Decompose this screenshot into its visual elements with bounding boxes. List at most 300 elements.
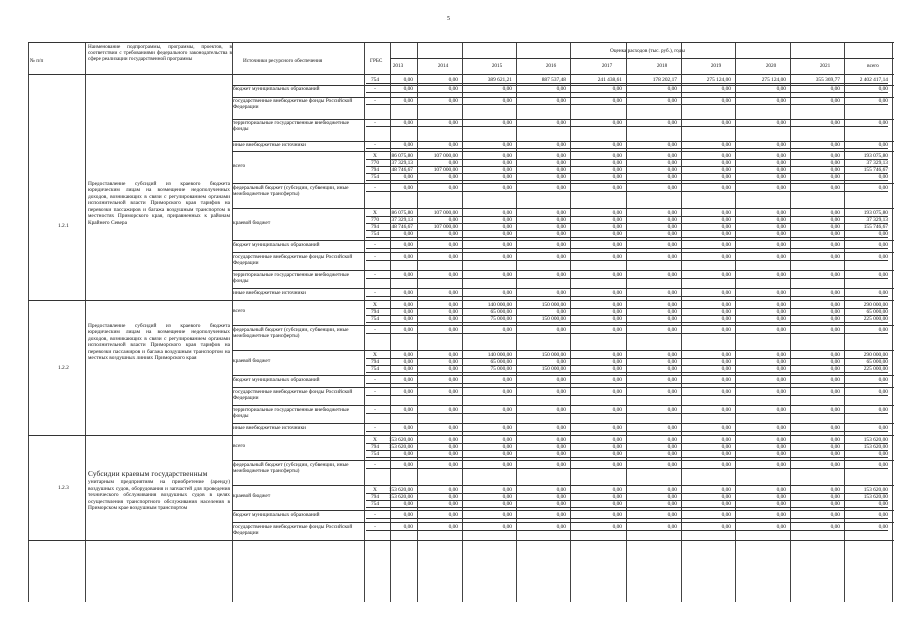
grbs-code: - <box>374 524 376 530</box>
value-cell: 0,00 <box>830 231 840 237</box>
value-cell: 0,00 <box>721 316 731 322</box>
value-cell: 0,00 <box>448 524 458 530</box>
grbs-code: - <box>374 389 376 395</box>
page-number: 5 <box>447 16 450 22</box>
value-cell: 0,00 <box>612 185 622 191</box>
value-cell: 0,00 <box>612 366 622 372</box>
grid-hline <box>232 460 894 461</box>
row-underline <box>366 148 888 149</box>
value-cell: 0,00 <box>612 210 622 216</box>
value-cell: 0,00 <box>776 224 786 230</box>
value-cell: 241 438,61 <box>597 77 622 83</box>
value-cell: 225 000,00 <box>863 366 888 372</box>
year-header: 2015 <box>491 63 503 69</box>
value-cell: 0,00 <box>776 444 786 450</box>
value-cell: 0,00 <box>721 217 731 223</box>
value-cell: 0,00 <box>721 389 731 395</box>
row-underline <box>366 322 888 323</box>
value-cell: 0,00 <box>721 407 731 413</box>
value-cell: 0,00 <box>612 309 622 315</box>
value-cell: 0,00 <box>878 524 888 530</box>
value-cell: 0,00 <box>776 302 786 308</box>
grid-hline <box>232 405 894 406</box>
value-cell: 65 000,00 <box>490 309 512 315</box>
grbs-code: - <box>374 327 376 333</box>
value-cell: 0,00 <box>502 120 512 126</box>
value-cell: 0,00 <box>448 389 458 395</box>
value-cell: 0,00 <box>556 174 566 180</box>
value-cell: 0,00 <box>721 425 731 431</box>
value-cell: 140 000,00 <box>487 352 512 358</box>
value-cell: 225 000,00 <box>863 316 888 322</box>
value-cell: 0,00 <box>556 98 566 104</box>
value-cell: 0,00 <box>878 407 888 413</box>
grbs-code: 770 <box>370 217 380 223</box>
value-cell: 0,00 <box>776 272 786 278</box>
value-cell: 0,00 <box>830 359 840 365</box>
value-cell: 0,00 <box>556 254 566 260</box>
value-cell: 0,00 <box>612 254 622 260</box>
value-cell: 0,00 <box>830 142 840 148</box>
row-underline <box>366 383 888 384</box>
value-cell: 0,00 <box>403 366 413 372</box>
value-cell: 0,00 <box>830 352 840 358</box>
row-underline <box>366 413 888 414</box>
value-cell: 0,00 <box>878 86 888 92</box>
value-cell: 0,00 <box>502 153 512 159</box>
value-cell: 0,00 <box>830 437 840 443</box>
value-cell: 0,00 <box>448 512 458 518</box>
value-cell: 0,00 <box>403 120 413 126</box>
value-cell: 290 000,00 <box>863 302 888 308</box>
value-cell: 0,00 <box>721 462 731 468</box>
grid-hline <box>232 350 894 351</box>
value-cell: 0,00 <box>448 451 458 457</box>
value-cell: 153 620,00 <box>863 487 888 493</box>
value-cell: 0,00 <box>502 185 512 191</box>
value-cell: 0,00 <box>556 142 566 148</box>
value-cell: 0,00 <box>830 462 840 468</box>
value-cell: 0,00 <box>830 407 840 413</box>
value-cell: 0,00 <box>448 77 458 83</box>
value-cell: 0,00 <box>403 501 413 507</box>
value-cell: 0,00 <box>556 462 566 468</box>
value-cell: 0,00 <box>830 501 840 507</box>
value-cell: 0,00 <box>556 217 566 223</box>
value-cell: 0,00 <box>403 407 413 413</box>
value-cell: 0,00 <box>776 494 786 500</box>
value-cell: 0,00 <box>667 302 677 308</box>
value-cell: 0,00 <box>556 327 566 333</box>
grid-vline <box>364 42 365 602</box>
row-underline <box>366 372 888 373</box>
value-cell: 0,00 <box>556 167 566 173</box>
value-cell: 0,00 <box>667 359 677 365</box>
grbs-code: X <box>373 437 377 443</box>
grid-hline <box>28 300 894 301</box>
source-label: территориальные государственные внебюджетные фонды <box>233 407 349 420</box>
grbs-code: - <box>374 98 376 104</box>
value-cell: 0,00 <box>776 290 786 296</box>
grid-hline <box>232 151 894 152</box>
value-cell: 0,00 <box>556 86 566 92</box>
value-cell: 0,00 <box>667 366 677 372</box>
value-cell: 153 620,00 <box>388 494 413 500</box>
value-cell: 153 620,00 <box>388 487 413 493</box>
row-underline <box>366 296 888 297</box>
value-cell: 0,00 <box>556 512 566 518</box>
value-cell: 0,00 <box>612 437 622 443</box>
value-cell: 0,00 <box>878 185 888 191</box>
value-cell: 0,00 <box>830 451 840 457</box>
value-cell: 0,00 <box>667 290 677 296</box>
value-cell: 0,00 <box>776 254 786 260</box>
grbs-code: - <box>374 242 376 248</box>
value-cell: 0,00 <box>502 327 512 333</box>
value-cell: 0,00 <box>721 494 731 500</box>
value-cell: 0,00 <box>448 120 458 126</box>
grid-hline <box>28 435 894 436</box>
value-cell: 0,00 <box>448 494 458 500</box>
grbs-code: 794 <box>370 309 380 315</box>
year-header: 2014 <box>437 63 449 69</box>
value-cell: 0,00 <box>448 254 458 260</box>
value-cell: 0,00 <box>667 524 677 530</box>
header-col-num: № п/п <box>30 58 44 64</box>
value-cell: 37 329,13 <box>391 160 413 166</box>
value-cell: 0,00 <box>667 231 677 237</box>
value-cell: 0,00 <box>830 217 840 223</box>
value-cell: 0,00 <box>556 437 566 443</box>
value-cell: 0,00 <box>502 389 512 395</box>
value-cell: 0,00 <box>721 512 731 518</box>
value-cell: 0,00 <box>878 174 888 180</box>
value-cell: 0,00 <box>776 389 786 395</box>
grbs-code: 754 <box>370 174 380 180</box>
value-cell: 0,00 <box>556 309 566 315</box>
source-label: государственные внебюджетные фонды Российской Федерации <box>233 389 353 402</box>
value-cell: 0,00 <box>502 407 512 413</box>
value-cell: 0,00 <box>403 524 413 530</box>
row-underline <box>366 507 888 508</box>
value-cell: 0,00 <box>776 352 786 358</box>
row-underline <box>366 278 888 279</box>
value-cell: 0,00 <box>448 444 458 450</box>
value-cell: 193 075,80 <box>863 210 888 216</box>
value-cell: 0,00 <box>721 185 731 191</box>
value-cell: 107 000,00 <box>433 167 458 173</box>
value-cell: 0,00 <box>556 389 566 395</box>
grbs-code: - <box>374 272 376 278</box>
value-cell: 0,00 <box>556 407 566 413</box>
grbs-code: - <box>374 142 376 148</box>
value-cell: 0,00 <box>830 512 840 518</box>
grbs-code: X <box>373 302 377 308</box>
value-cell: 0,00 <box>403 451 413 457</box>
value-cell: 0,00 <box>612 290 622 296</box>
value-cell: 0,00 <box>502 98 512 104</box>
value-cell: 389 621,21 <box>487 77 512 83</box>
row-underline <box>366 180 888 181</box>
value-cell: 75 000,00 <box>490 316 512 322</box>
value-cell: 0,00 <box>776 98 786 104</box>
value-cell: 0,00 <box>776 377 786 383</box>
value-cell: 0,00 <box>502 217 512 223</box>
header-col-source: Источники ресурсного обеспечения <box>243 58 323 64</box>
value-cell: 0,00 <box>667 512 677 518</box>
value-cell: 0,00 <box>878 377 888 383</box>
value-cell: 0,00 <box>612 327 622 333</box>
value-cell: 0,00 <box>776 407 786 413</box>
value-cell: 0,00 <box>667 487 677 493</box>
grbs-code: - <box>374 512 376 518</box>
value-cell: 155 746,67 <box>863 167 888 173</box>
value-cell: 0,00 <box>878 120 888 126</box>
value-cell: 0,00 <box>721 290 731 296</box>
value-cell: 0,00 <box>667 377 677 383</box>
year-header: 2016 <box>545 63 557 69</box>
value-cell: 0,00 <box>830 120 840 126</box>
source-label: федеральный бюджет (субсидии, субвенции, иные межбюджетные трансферты) <box>233 462 349 475</box>
value-cell: 0,00 <box>721 174 731 180</box>
row-underline <box>366 260 888 261</box>
value-cell: 0,00 <box>502 167 512 173</box>
grid-hline <box>232 522 894 523</box>
value-cell: 0,00 <box>403 359 413 365</box>
value-cell: 0,00 <box>448 316 458 322</box>
year-header: 2021 <box>819 63 831 69</box>
value-cell: 0,00 <box>667 153 677 159</box>
value-cell: 65 000,00 <box>490 359 512 365</box>
value-cell: 0,00 <box>612 98 622 104</box>
value-cell: 0,00 <box>448 487 458 493</box>
grid-hline <box>232 288 894 289</box>
grbs-code: 754 <box>370 451 380 457</box>
value-cell: 0,00 <box>502 451 512 457</box>
grbs-code: X <box>373 210 377 216</box>
value-cell: 0,00 <box>556 444 566 450</box>
value-cell: 0,00 <box>776 425 786 431</box>
grid-hline <box>232 208 894 209</box>
value-cell: 0,00 <box>403 377 413 383</box>
value-cell: 0,00 <box>448 231 458 237</box>
value-cell: 0,00 <box>612 512 622 518</box>
value-cell: 0,00 <box>830 160 840 166</box>
value-cell: 0,00 <box>612 231 622 237</box>
value-cell: 0,00 <box>830 185 840 191</box>
grbs-code: 754 <box>370 77 380 83</box>
value-cell: 0,00 <box>776 437 786 443</box>
value-cell: 887 537,48 <box>541 77 566 83</box>
value-cell: 0,00 <box>721 366 731 372</box>
value-cell: 0,00 <box>721 487 731 493</box>
row-underline <box>366 248 888 249</box>
grbs-code: 794 <box>370 167 380 173</box>
value-cell: 0,00 <box>667 120 677 126</box>
value-cell: 0,00 <box>403 309 413 315</box>
value-cell: 0,00 <box>448 327 458 333</box>
value-cell: 0,00 <box>403 185 413 191</box>
value-cell: 0,00 <box>667 494 677 500</box>
value-cell: 0,00 <box>721 501 731 507</box>
value-cell: 0,00 <box>502 224 512 230</box>
value-cell: 75 000,00 <box>490 366 512 372</box>
row-underline <box>366 237 888 238</box>
value-cell: 0,00 <box>612 272 622 278</box>
value-cell: 275 124,00 <box>706 77 731 83</box>
value-cell: 0,00 <box>878 242 888 248</box>
value-cell: 0,00 <box>556 153 566 159</box>
grbs-code: - <box>374 86 376 92</box>
grbs-code: - <box>374 407 376 413</box>
value-cell: 0,00 <box>830 524 840 530</box>
value-cell: 0,00 <box>612 242 622 248</box>
grbs-code: 794 <box>370 494 380 500</box>
value-cell: 0,00 <box>776 167 786 173</box>
value-cell: 0,00 <box>878 425 888 431</box>
grid-hline <box>232 270 894 271</box>
value-cell: 0,00 <box>830 86 840 92</box>
source-label: всего <box>233 443 246 449</box>
value-cell: 0,00 <box>502 242 512 248</box>
value-cell: 0,00 <box>667 142 677 148</box>
value-cell: 0,00 <box>878 389 888 395</box>
value-cell: 0,00 <box>721 167 731 173</box>
value-cell: 0,00 <box>556 224 566 230</box>
value-cell: 107 000,00 <box>433 153 458 159</box>
value-cell: 0,00 <box>502 160 512 166</box>
value-cell: 0,00 <box>403 174 413 180</box>
grid-hline <box>390 58 894 59</box>
value-cell: 0,00 <box>403 352 413 358</box>
value-cell: 0,00 <box>830 309 840 315</box>
value-cell: 0,00 <box>667 254 677 260</box>
grid-hline <box>232 325 894 326</box>
value-cell: 0,00 <box>502 437 512 443</box>
value-cell: 155 746,67 <box>863 224 888 230</box>
value-cell: 0,00 <box>502 462 512 468</box>
value-cell: 0,00 <box>612 389 622 395</box>
value-cell: 0,00 <box>667 451 677 457</box>
grid-vline <box>892 42 893 602</box>
grbs-code: X <box>373 153 377 159</box>
value-cell: 0,00 <box>448 290 458 296</box>
value-cell: 0,00 <box>721 120 731 126</box>
value-cell: 0,00 <box>556 242 566 248</box>
value-cell: 0,00 <box>667 210 677 216</box>
value-cell: 0,00 <box>612 217 622 223</box>
value-cell: 0,00 <box>667 174 677 180</box>
value-cell: 0,00 <box>612 86 622 92</box>
value-cell: 0,00 <box>878 254 888 260</box>
value-cell: 0,00 <box>448 462 458 468</box>
grid-hline <box>232 485 894 486</box>
grbs-code: 754 <box>370 366 380 372</box>
value-cell: 0,00 <box>776 153 786 159</box>
value-cell: 0,00 <box>448 377 458 383</box>
source-label: всего <box>233 308 246 314</box>
grbs-code: - <box>374 425 376 431</box>
value-cell: 0,00 <box>612 501 622 507</box>
value-cell: 0,00 <box>403 316 413 322</box>
value-cell: 0,00 <box>878 272 888 278</box>
value-cell: 0,00 <box>448 174 458 180</box>
year-header: 2017 <box>601 63 613 69</box>
value-cell: 0,00 <box>721 210 731 216</box>
value-cell: 0,00 <box>502 377 512 383</box>
source-label: федеральный бюджет (субсидии, субвенции, иные межбюджетные трансферты) <box>233 327 349 340</box>
item-name: Предоставление субсидий из краевого бюджета юридическим лицам на возмещение недополученных доходов, возникающих в связи с регулированием органами исполнительной власти Приморского края тарифов на перевозки пассажиров и багажа воздушным транспортом в местностях Приморского края, приравненных к районам Крайнего Севера <box>88 180 230 226</box>
value-cell: 0,00 <box>612 316 622 322</box>
value-cell: 0,00 <box>612 167 622 173</box>
value-cell: 0,00 <box>403 462 413 468</box>
value-cell: 0,00 <box>830 174 840 180</box>
value-cell: 150 000,00 <box>541 316 566 322</box>
value-cell: 0,00 <box>502 142 512 148</box>
value-cell: 0,00 <box>612 142 622 148</box>
grbs-code: 754 <box>370 231 380 237</box>
value-cell: 0,00 <box>830 366 840 372</box>
value-cell: 65 000,00 <box>866 359 888 365</box>
value-cell: 0,00 <box>776 309 786 315</box>
grbs-code: 794 <box>370 359 380 365</box>
source-label: иные внебюджетные источники <box>233 425 306 431</box>
grid-hline <box>28 540 894 541</box>
row-underline <box>366 104 888 105</box>
value-cell: 0,00 <box>776 462 786 468</box>
row-underline <box>366 83 888 84</box>
value-cell: 0,00 <box>667 272 677 278</box>
grbs-code: 794 <box>370 444 380 450</box>
value-cell: 193 075,80 <box>863 153 888 159</box>
value-cell: 0,00 <box>556 501 566 507</box>
value-cell: 0,00 <box>448 242 458 248</box>
value-cell: 0,00 <box>448 359 458 365</box>
value-cell: 0,00 <box>403 327 413 333</box>
value-cell: 0,00 <box>403 86 413 92</box>
value-cell: 0,00 <box>612 425 622 431</box>
value-cell: 0,00 <box>776 366 786 372</box>
value-cell: 0,00 <box>776 359 786 365</box>
value-cell: 0,00 <box>556 272 566 278</box>
value-cell: 355 369,77 <box>815 77 840 83</box>
value-cell: 0,00 <box>776 142 786 148</box>
value-cell: 153 620,00 <box>863 494 888 500</box>
value-cell: 0,00 <box>448 272 458 278</box>
value-cell: 153 620,00 <box>863 444 888 450</box>
grid-hline <box>232 387 894 388</box>
value-cell: 0,00 <box>776 512 786 518</box>
value-cell: 0,00 <box>667 462 677 468</box>
value-cell: 0,00 <box>502 487 512 493</box>
value-cell: 0,00 <box>403 77 413 83</box>
value-cell: 0,00 <box>721 142 731 148</box>
year-header: всего <box>867 63 879 69</box>
value-cell: 0,00 <box>403 231 413 237</box>
value-cell: 37 329,13 <box>866 217 888 223</box>
grbs-code: - <box>374 290 376 296</box>
value-cell: 0,00 <box>502 444 512 450</box>
grid-hline <box>232 252 894 253</box>
value-cell: 0,00 <box>448 407 458 413</box>
value-cell: 0,00 <box>667 309 677 315</box>
value-cell: 0,00 <box>776 316 786 322</box>
grbs-code: - <box>374 254 376 260</box>
value-cell: 0,00 <box>776 327 786 333</box>
grid-hline <box>232 375 894 376</box>
value-cell: 0,00 <box>830 210 840 216</box>
value-cell: 0,00 <box>721 254 731 260</box>
